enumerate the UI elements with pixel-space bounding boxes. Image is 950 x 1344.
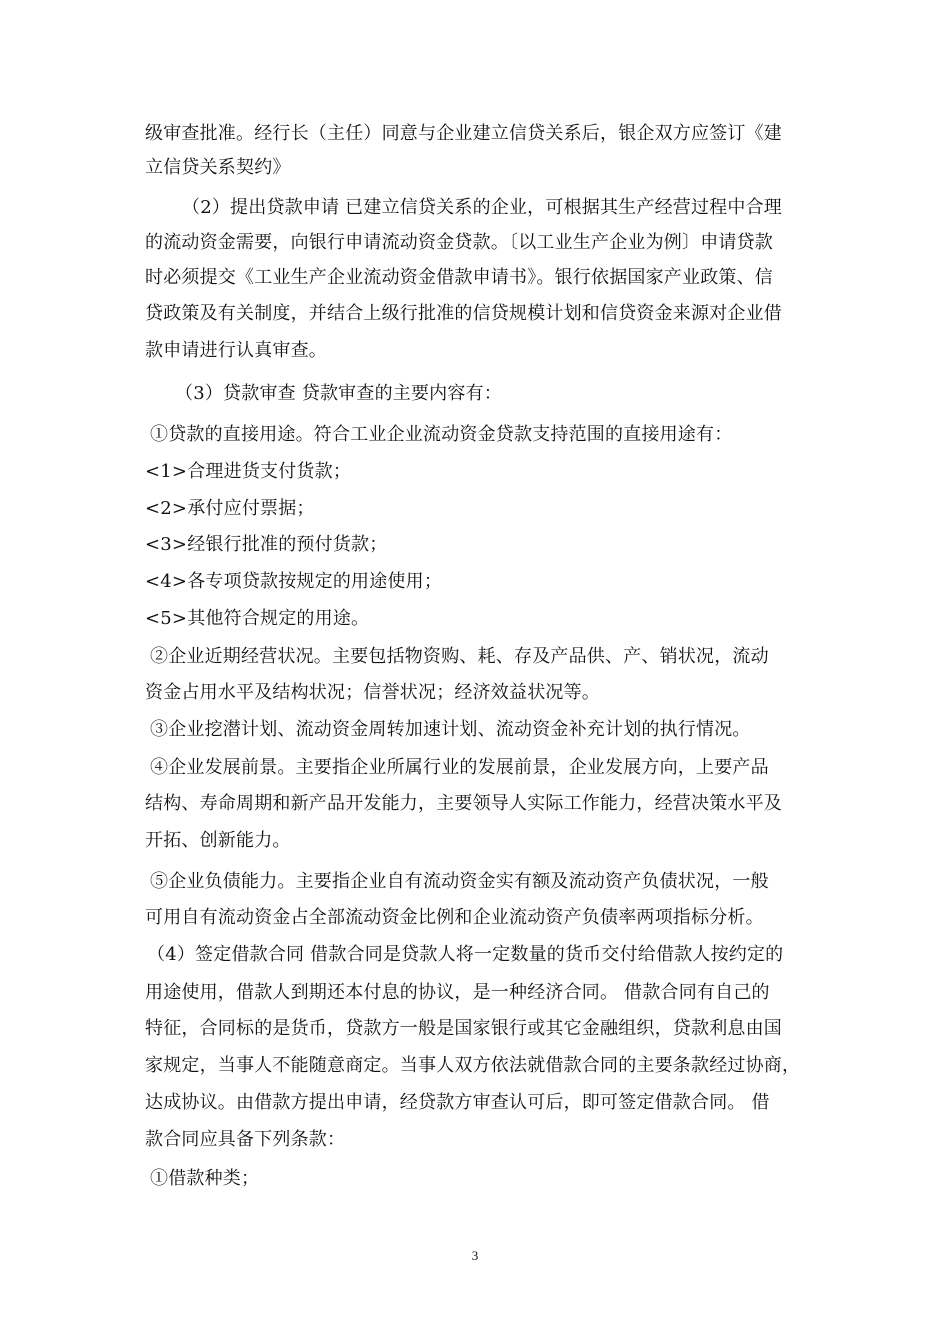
body-text-line: （3）贷款审查 贷款审查的主要内容有： [175,383,502,404]
body-text-line: <1>合理进货支付货款； [145,461,352,482]
body-text-line: 资金占用水平及结构状况；信誉状况；经济效益状况等。 [145,682,600,703]
page-number: 3 [471,1248,479,1263]
body-text-line: 用途使用，借款人到期还本付息的协议，是一种经济合同。 借款合同有自己的 [145,982,770,1003]
body-text-line: <2>承付应付票据； [145,498,315,519]
body-text-line: 开拓、创新能力。 [145,830,291,851]
body-text-line: <3>经银行批准的预付货款； [145,534,388,555]
body-text-line: （4）签定借款合同 借款合同是贷款人将一定数量的货币交付给借款人按约定的 [147,944,784,965]
body-text-line: 结构、寿命周期和新产品开发能力，主要领导人实际工作能力，经营决策水平及 [145,793,782,814]
body-text-line: （2）提出贷款申请 已建立信贷关系的企业，可根据其生产经营过程中合理 [182,197,782,218]
body-text-line: ①贷款的直接用途。符合工业企业流动资金贷款支持范围的直接用途有： [150,424,733,445]
body-text-line: 家规定，当事人不能随意商定。当事人双方依法就借款合同的主要条款经过协商， [145,1055,801,1076]
body-text-line: 立信贷关系契约》 [145,157,291,178]
body-text-line: ①借款种类； [150,1168,260,1189]
body-text-line: ②企业近期经营状况。主要包括物资购、耗、存及产品供、产、销状况，流动 [150,646,769,667]
body-text-line: ⑤企业负债能力。主要指企业自有流动资金实有额及流动资产负债状况，一般 [150,871,769,892]
body-text-line: <5>其他符合规定的用途。 [145,608,370,629]
body-text-line: <4>各专项贷款按规定的用途使用； [145,571,443,592]
body-text-line: 达成协议。由借款方提出申请，经贷款方审查认可后，即可签定借款合同。 借 [145,1092,770,1113]
body-text-line: 可用自有流动资金占全部流动资金比例和企业流动资产负债率两项指标分析。 [145,907,764,928]
body-text-line: ③企业挖潜计划、流动资金周转加速计划、流动资金补充计划的执行情况。 [150,719,751,740]
body-text-line: ④企业发展前景。主要指企业所属行业的发展前景，企业发展方向，上要产品 [150,757,769,778]
body-text-line: 的流动资金需要，向银行申请流动资金贷款。〔以工业生产企业为例〕申请贷款 [145,232,773,253]
body-text-line: 款合同应具备下列条款： [145,1129,346,1150]
body-text-line: 特征，合同标的是货币，贷款方一般是国家银行或其它金融组织，贷款利息由国 [145,1018,782,1039]
body-text-line: 时必须提交《工业生产企业流动资金借款申请书》。银行依据国家产业政策、信 [145,267,773,288]
body-text-line: 款申请进行认真审查。 [145,340,327,361]
body-text-line: 贷政策及有关制度，并结合上级行批准的信贷规模计划和信贷资金来源对企业借 [145,303,782,324]
body-text-line: 级审查批准。经行长（主任）同意与企业建立信贷关系后，银企双方应签订《建 [145,123,782,144]
